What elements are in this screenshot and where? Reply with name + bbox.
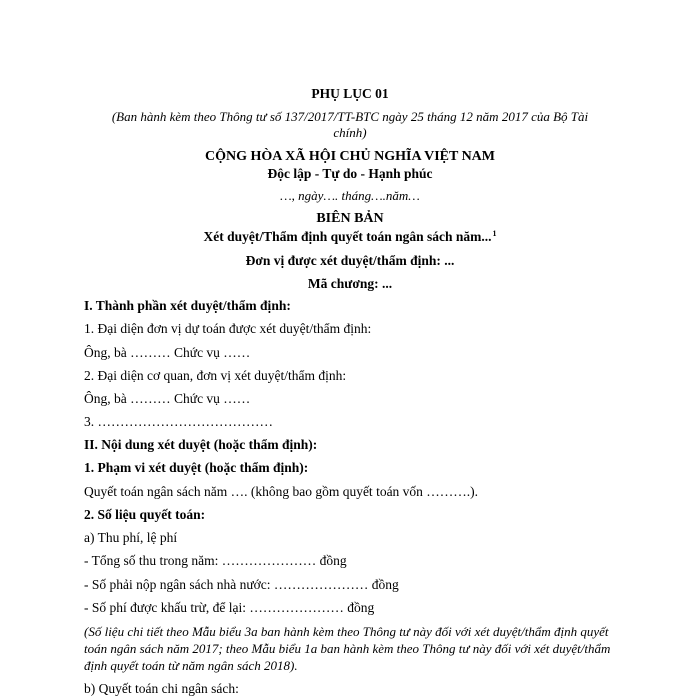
item2-text: 2. Đại diện cơ quan, đơn vị xét duyệt/thẩm định: (84, 368, 347, 383)
section1-heading: I. Thành phần xét duyệt/thẩm định: (84, 298, 291, 313)
scope-heading: 1. Phạm vi xét duyệt (hoặc thẩm định): (84, 460, 309, 475)
scope-text: Quyết toán ngân sách năm …. (không bao gồm quyết toán vốn ……….). (84, 484, 479, 499)
national-motto: Độc lập - Tự do - Hạnh phúc (267, 166, 433, 181)
footnote-marker: 1 (492, 228, 497, 238)
item1-text: 1. Đại diện đơn vị dự toán được xét duyệt/thẩm định: (84, 321, 372, 336)
person2-line: Ông, bà ……… Chức vụ …… (84, 391, 251, 406)
appendix-subtitle-line2: chính) (333, 125, 367, 140)
unit-line: Đơn vị được xét duyệt/thẩm định: ... (245, 253, 455, 268)
country-heading: CỘNG HÒA XÃ HỘI CHỦ NGHĨA VIỆT NAM (204, 149, 495, 164)
item3-text: 3. ………………………………… (84, 414, 273, 429)
chapter-code: Mã chương: ... (307, 276, 393, 291)
fees-total-line: - Tổng số thu trong năm: ………………… đồng (84, 553, 347, 568)
date-line: …, ngày…. tháng….năm… (280, 188, 420, 203)
figures-heading: 2. Số liệu quyết toán: (84, 507, 206, 522)
document-page (84, 0, 616, 700)
figures-note: (Số liệu chi tiết theo Mẫu biểu 3a ban hành kèm theo Thông tư này đối với xét duyệt/thẩm định quyết toán ngân sách năm 2017; theo Mẫu biểu 1a ban hành kèm theo Thông tư này đối với xét duyệt/thẩm định quyết toán từ năm ngân sách 2018). (84, 624, 611, 673)
report-subtitle-text: Xét duyệt/Thẩm định quyết toán ngân sách năm... (203, 229, 492, 244)
fees-retained-line: - Số phí được khấu trừ, để lại: ………………… đồng (84, 600, 375, 615)
fees-heading: a) Thu phí, lệ phí (84, 530, 178, 545)
appendix-title: PHỤ LỤC 01 (311, 86, 389, 101)
report-subtitle (84, 229, 616, 245)
report-title: BIÊN BẢN (316, 211, 384, 226)
fees-payable-line: - Số phải nộp ngân sách nhà nước: ………………… đồng (84, 577, 399, 592)
section2-heading: II. Nội dung xét duyệt (hoặc thẩm định): (84, 437, 318, 452)
budget-heading: b) Quyết toán chi ngân sách: (84, 681, 239, 696)
person1-line: Ông, bà ……… Chức vụ …… (84, 345, 251, 360)
appendix-subtitle-line1: (Ban hành kèm theo Thông tư số 137/2017/TT-BTC ngày 25 tháng 12 năm 2017 của Bộ Tài (111, 109, 589, 124)
